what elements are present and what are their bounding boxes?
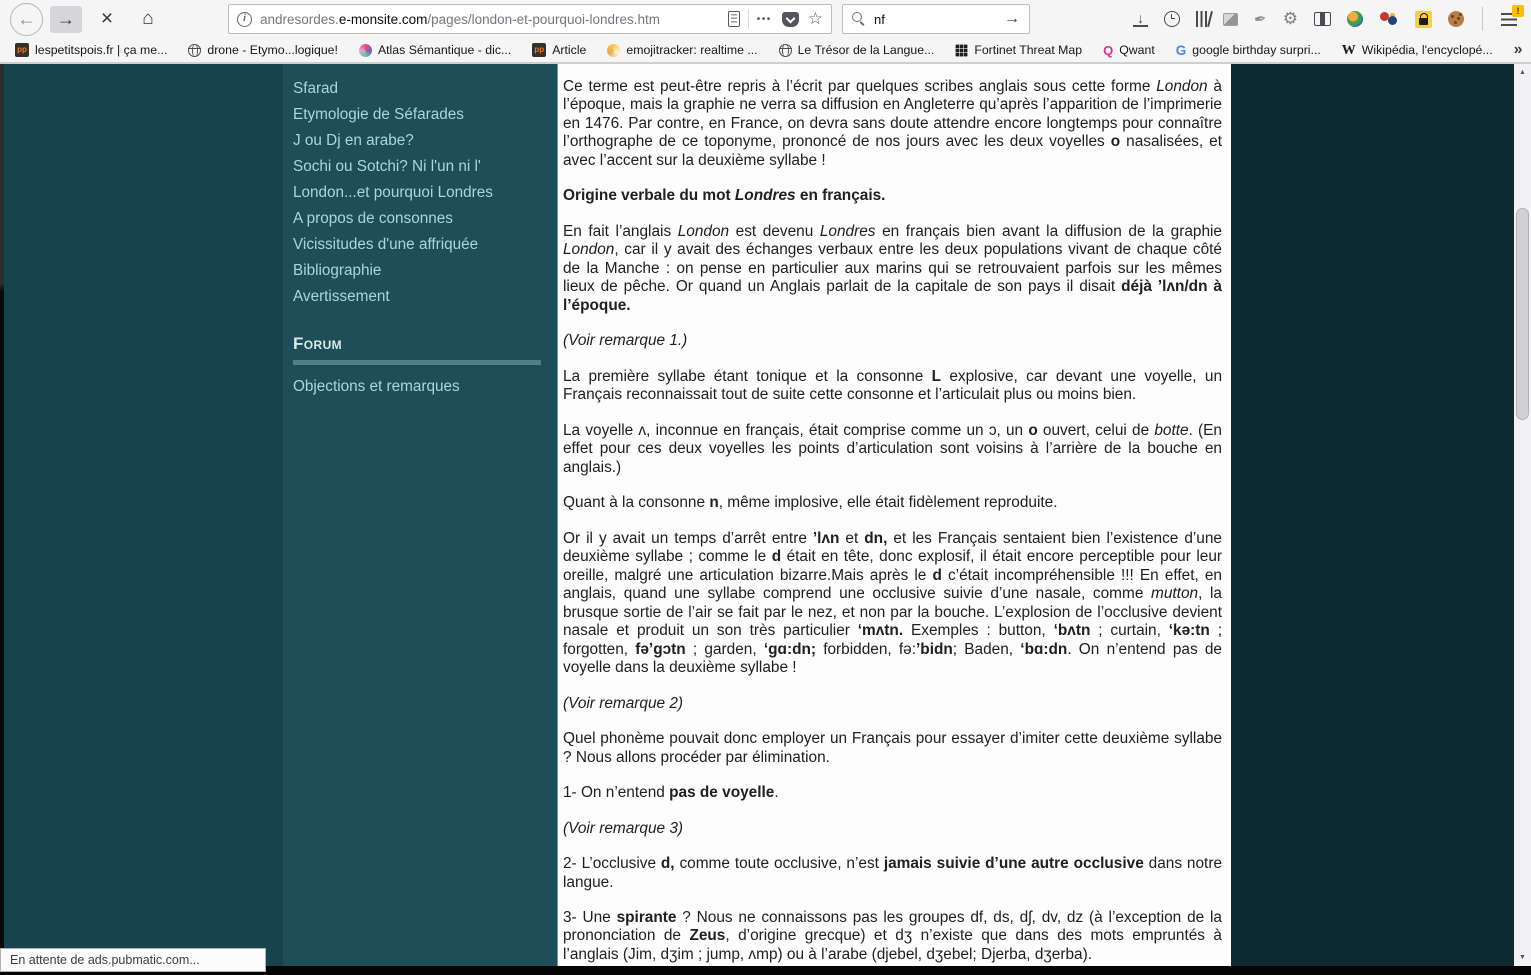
gear-addon-icon[interactable]: ⚙ <box>1282 9 1298 28</box>
bookmark-item[interactable] <box>607 43 757 57</box>
url-bar-separator <box>748 9 749 29</box>
forum-menu <box>293 374 543 400</box>
alert-badge: ! <box>1512 5 1524 17</box>
content-paragraph: Ce terme est peut-être repris à l’écrit par quelques scribes anglais sous cette forme London à l’époque, mais la graphie ne verra sa diffusion en Angleterre qu’après l’apparition de l’imprimerie en 1476. Par contre, en France, on devra sans doute attendre encore longtemps pour connaître l’orthographe de ce toponyme, prononcé de nos jours avec les deux voyelles o nasalisées, et avec l’accent sur la deuxième syllabe ! <box>563 78 1222 169</box>
bookmark-item[interactable] <box>532 43 586 57</box>
sidebar-link[interactable]: A propos de consonnes <box>293 210 453 227</box>
site-info-icon[interactable]: i <box>237 12 252 27</box>
qwant-favicon-icon <box>1103 44 1113 57</box>
globe-favicon-icon <box>188 44 201 57</box>
stop-button[interactable]: × <box>100 7 114 30</box>
content-paragraph: (Voir remarque 1.) <box>563 332 688 350</box>
search-bar[interactable] <box>842 4 1030 34</box>
toolbar-separator <box>1482 7 1483 31</box>
url-bar[interactable] <box>228 4 832 34</box>
url-text[interactable] <box>260 12 722 27</box>
url-path: /pages/london-et-pourquoi-londres.htm <box>427 11 660 27</box>
sidebar-link[interactable]: Sfarad <box>293 80 339 97</box>
sidebar-link[interactable]: J ou Dj en arabe? <box>293 132 414 149</box>
google-favicon-icon <box>1176 44 1187 57</box>
sidebar <box>283 64 557 975</box>
globe-addon-icon[interactable] <box>1347 11 1363 27</box>
quill-addon-icon[interactable]: ✒ <box>1252 10 1269 29</box>
content-paragraph: En fait l’anglais London est devenu Londres en français bien avant la diffusion de la graphie London, car il y avait des échanges verbaux entre les deux populations vivant de chaque côté de la Manche : on pense en particulier aux marins qui se retrouvaient parfois sur les mêmes lieux de pêche. Or quand un Anglais parlait de la capitale de son pays il disait déjà ’lʌn/dn à l’époque. <box>563 222 1222 314</box>
history-icon[interactable] <box>1164 11 1180 27</box>
sidebar-toggle-icon[interactable] <box>1314 12 1331 26</box>
back-button[interactable]: ← <box>10 3 43 36</box>
bookmark-item[interactable] <box>15 43 167 57</box>
bookmark-star-icon[interactable]: ☆ <box>807 9 823 28</box>
bookmark-label: Qwant <box>1119 43 1155 57</box>
sidebar-link[interactable]: London...et pourquoi Londres <box>293 184 493 201</box>
toolbar-icons <box>1133 7 1521 31</box>
downloads-icon[interactable]: ↓ <box>1133 12 1148 27</box>
bookmark-label: Wikipédia, l'encyclopé... <box>1361 43 1493 57</box>
bookmark-item[interactable] <box>188 43 338 57</box>
pocket-icon[interactable] <box>782 12 799 27</box>
bookmark-label: drone - Etymo...logique! <box>207 43 338 57</box>
bookmark-label: Article <box>552 43 587 57</box>
menu-button[interactable] <box>1501 5 1520 26</box>
content-paragraph: (Voir remarque 3) <box>563 819 684 837</box>
emoji-favicon-icon <box>607 44 620 57</box>
search-icon <box>852 12 866 26</box>
search-go-icon[interactable]: → <box>1004 10 1020 27</box>
content-paragraph: La voyelle ʌ, inconnue en français, était comprise comme un ɔ, un o ouvert, celui de botte. (En effet pour ces deux voyelles les points d’articulation sont voisins à l’arrière de la bouche en anglais.) <box>563 421 1222 476</box>
bookmark-item[interactable] <box>1342 43 1493 57</box>
content-paragraph: Quant à la consonne n, même implosive, elle était fidèlement reproduite. <box>563 494 1058 512</box>
page-viewport <box>0 64 1531 975</box>
sidebar-menu <box>293 76 543 310</box>
spheres-addon-icon[interactable] <box>1379 11 1399 28</box>
library-icon[interactable] <box>1196 11 1207 27</box>
forward-button[interactable]: → <box>50 6 82 33</box>
bookmarks-overflow-icon[interactable]: » <box>1513 41 1523 58</box>
atlas-favicon-icon <box>359 44 372 57</box>
bookmark-item[interactable] <box>779 43 935 57</box>
bookmark-item[interactable] <box>359 43 511 57</box>
globe-favicon-icon <box>779 44 792 57</box>
forum-link[interactable]: Objections et remarques <box>293 378 460 395</box>
content-paragraph: La première syllabe étant tonique et la consonne L explosive, car devant une voyelle, un Français reconnaissait tout de suite cette consonne et l’articulait plus ou moins bien. <box>563 367 1223 404</box>
content-paragraph: 2- L’occlusive d, comme toute occlusive, n’est jamais suivie d’une autre occlusive dans notre langue. <box>563 855 1222 891</box>
scrollbar[interactable] <box>1514 64 1531 975</box>
content-paragraph: Or il y avait un temps d’arrêt entre ’lʌn et dn, et les Français sentaient bien l’existence d’une deuxième syllabe ; comme le d était en tête, donc explosif, il était encore perceptible pour leur oreille, malgré une articulation bizarre.Mais après le d c’était incompréhensible !!! En effet, en anglais, quand une syllabe comprend une occlusive suivie d’une nasale, comme mutton, la brusque sortie de l’air se fait par le nez, et non par la bouche. L’explosion de l’occlusive devient nasale et produit un son très particulier ‘mʌtn. Exemples : button, ‘bʌtn ; curtain, ‘kə:tn ; forgotten, fə’gɔtn ; garden, ‘gɑ:dn; forbidden, fə:’bidn; Baden, ‘bɑ:dn. On n’entend pas de voyelle dans la deuxième syllabe ! <box>563 529 1222 677</box>
home-button[interactable]: ⌂ <box>142 8 154 29</box>
bookmark-label: Le Trésor de la Langue... <box>797 43 935 57</box>
url-domain: e-monsite.com <box>338 11 428 27</box>
status-bar: En attente de ads.pubmatic.com... <box>0 948 266 972</box>
page-right-margin <box>1231 64 1514 975</box>
content-paragraph: 1- On n’entend pas de voyelle. <box>563 784 779 802</box>
sidebar-link[interactable]: Sochi ou Sotchi? Ni l'un ni l' <box>293 158 481 175</box>
bookmark-label: google birthday surpri... <box>1192 43 1321 57</box>
url-subdomain: andresordes. <box>260 11 339 27</box>
forum-divider <box>293 360 541 365</box>
bookmark-item[interactable] <box>1176 43 1321 57</box>
scroll-up-icon[interactable]: ▲ <box>1519 69 1526 76</box>
sidebar-link[interactable]: Avertissement <box>293 288 390 305</box>
site-favicon-icon <box>15 43 29 57</box>
screenshot-addon-icon[interactable] <box>1223 13 1238 26</box>
wikipedia-favicon-icon <box>1342 44 1356 57</box>
forum-heading: Forum <box>293 334 343 353</box>
scroll-down-icon[interactable]: ▼ <box>1519 954 1526 961</box>
page-actions-icon[interactable]: ••• <box>756 13 772 25</box>
content-paragraph: Origine verbale du mot Londres en français. <box>563 187 886 205</box>
browser-chrome <box>0 0 1531 64</box>
bookmark-label: Fortinet Threat Map <box>974 43 1083 57</box>
bookmark-label: Atlas Sémantique - dic... <box>377 43 512 57</box>
shield-favicon-icon <box>955 44 968 57</box>
lock-addon-icon[interactable] <box>1415 11 1432 28</box>
bookmark-item[interactable] <box>1103 43 1155 57</box>
sidebar-link[interactable]: Bibliographie <box>293 262 382 279</box>
content-paragraph: Quel phonème pouvait donc employer un Français pour essayer d’imiter cette deuxième syllabe ? Nous allons procéder par élimination. <box>563 730 1222 766</box>
bookmark-item[interactable] <box>955 43 1082 57</box>
bookmark-label: lespetitspois.fr | ça me... <box>35 43 168 57</box>
bookmarks-toolbar <box>0 38 1531 62</box>
sidebar-link[interactable]: Vicissitudes d'une affriquée <box>293 236 479 253</box>
sidebar-link[interactable]: Etymologie de Séfarades <box>293 106 464 123</box>
content-paragraph: 3- Une spirante ? Nous ne connaissons pas les groupes df, ds, dʃ, dv, dz (à l’exception de la prononciation de Zeus, d’origine grecque) et dʒ n’existe que dans des mots empruntés à l’anglais (Jim, dʒim ; jump, ʌmp) ou à l’arabe (djebel, dʒebel; Djerba, dʒerba). <box>563 908 1222 963</box>
page-left-margin <box>4 64 283 975</box>
reader-mode-icon[interactable] <box>728 11 740 27</box>
article-content <box>557 64 1231 975</box>
navigation-toolbar <box>0 0 1531 38</box>
bookmark-label: emojitracker: realtime ... <box>626 43 758 57</box>
content-paragraph: (Voir remarque 2) <box>563 694 684 712</box>
search-input[interactable]: nf <box>874 11 885 27</box>
scrollbar-thumb[interactable] <box>1516 208 1529 420</box>
site-favicon-icon <box>532 43 546 57</box>
cookie-addon-icon[interactable] <box>1448 11 1464 27</box>
forum-section <box>293 334 543 400</box>
